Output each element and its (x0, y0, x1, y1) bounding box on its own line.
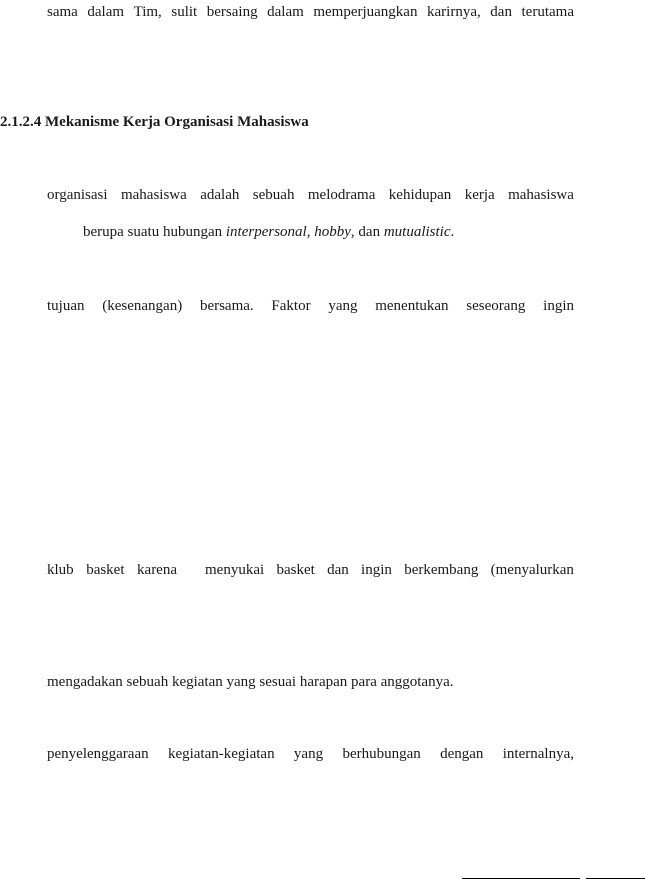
text-line-6: mengadakan sebuah kegiatan yang sesuai harapan para anggotanya. (47, 674, 454, 690)
footnote-rule-left (462, 878, 580, 879)
word: (kesenangan) (102, 298, 183, 314)
word: dalam (267, 4, 304, 20)
text-fragment: , dan (350, 224, 384, 240)
italic-term: hobby (314, 224, 351, 240)
word: dan (327, 562, 349, 578)
section-heading: 2.1.2.4 Mekanisme Kerja Organisasi Mahasiswa (0, 114, 309, 130)
word: dengan (440, 746, 484, 762)
text-line-3 (83, 223, 454, 241)
text-fragment: berupa suatu hubungan (83, 224, 226, 240)
italic-term: mutualistic (383, 224, 451, 240)
word: seseorang (466, 298, 526, 314)
word: tujuan (47, 298, 85, 314)
word: mahasiswa (120, 187, 187, 203)
footnote-rule-right (586, 878, 645, 879)
word: yang (328, 298, 358, 314)
word: menyukai (205, 562, 265, 578)
word: sama (47, 4, 78, 20)
word: dalam (87, 4, 125, 20)
word: dan (490, 4, 512, 20)
word: kegiatan-kegiatan (167, 746, 275, 762)
word: (menyalurkan (490, 562, 574, 578)
word: basket (276, 562, 315, 578)
word: terutama (521, 4, 574, 20)
word: kehidupan (388, 187, 452, 203)
word: sulit (171, 4, 198, 20)
word: sebuah (252, 187, 295, 203)
text-line-2 (47, 186, 574, 204)
word: menentukan (375, 298, 449, 314)
word: mahasiswa (508, 187, 574, 203)
text-line-1 (47, 3, 574, 21)
word: karirnya, (427, 4, 481, 20)
text-line-5b (205, 561, 574, 579)
word: yang (293, 746, 324, 762)
word: bersaing (206, 4, 258, 20)
word: organisasi (47, 187, 108, 203)
text-fragment: . (450, 224, 455, 240)
text-line-5a (47, 561, 177, 579)
word: melodrama (307, 187, 376, 203)
text-line-4 (47, 297, 574, 315)
word: karena (137, 562, 177, 578)
word: basket (86, 562, 125, 578)
text-line-7 (47, 745, 574, 763)
word: berkembang (404, 562, 479, 578)
word: kerja (464, 187, 495, 203)
word: Tim, (133, 4, 162, 20)
text-fragment: , (306, 224, 315, 240)
word: berhubungan (342, 746, 421, 762)
word: ingin (543, 298, 574, 314)
word: ingin (361, 562, 392, 578)
word: klub (47, 562, 74, 578)
word: adalah (200, 187, 240, 203)
word: Faktor (271, 298, 311, 314)
word: memperjuangkan (313, 4, 418, 20)
word: internalnya, (502, 746, 574, 762)
italic-term: interpersonal (225, 224, 307, 240)
word: penyelenggaraan (47, 746, 149, 762)
word: bersama. (199, 298, 254, 314)
